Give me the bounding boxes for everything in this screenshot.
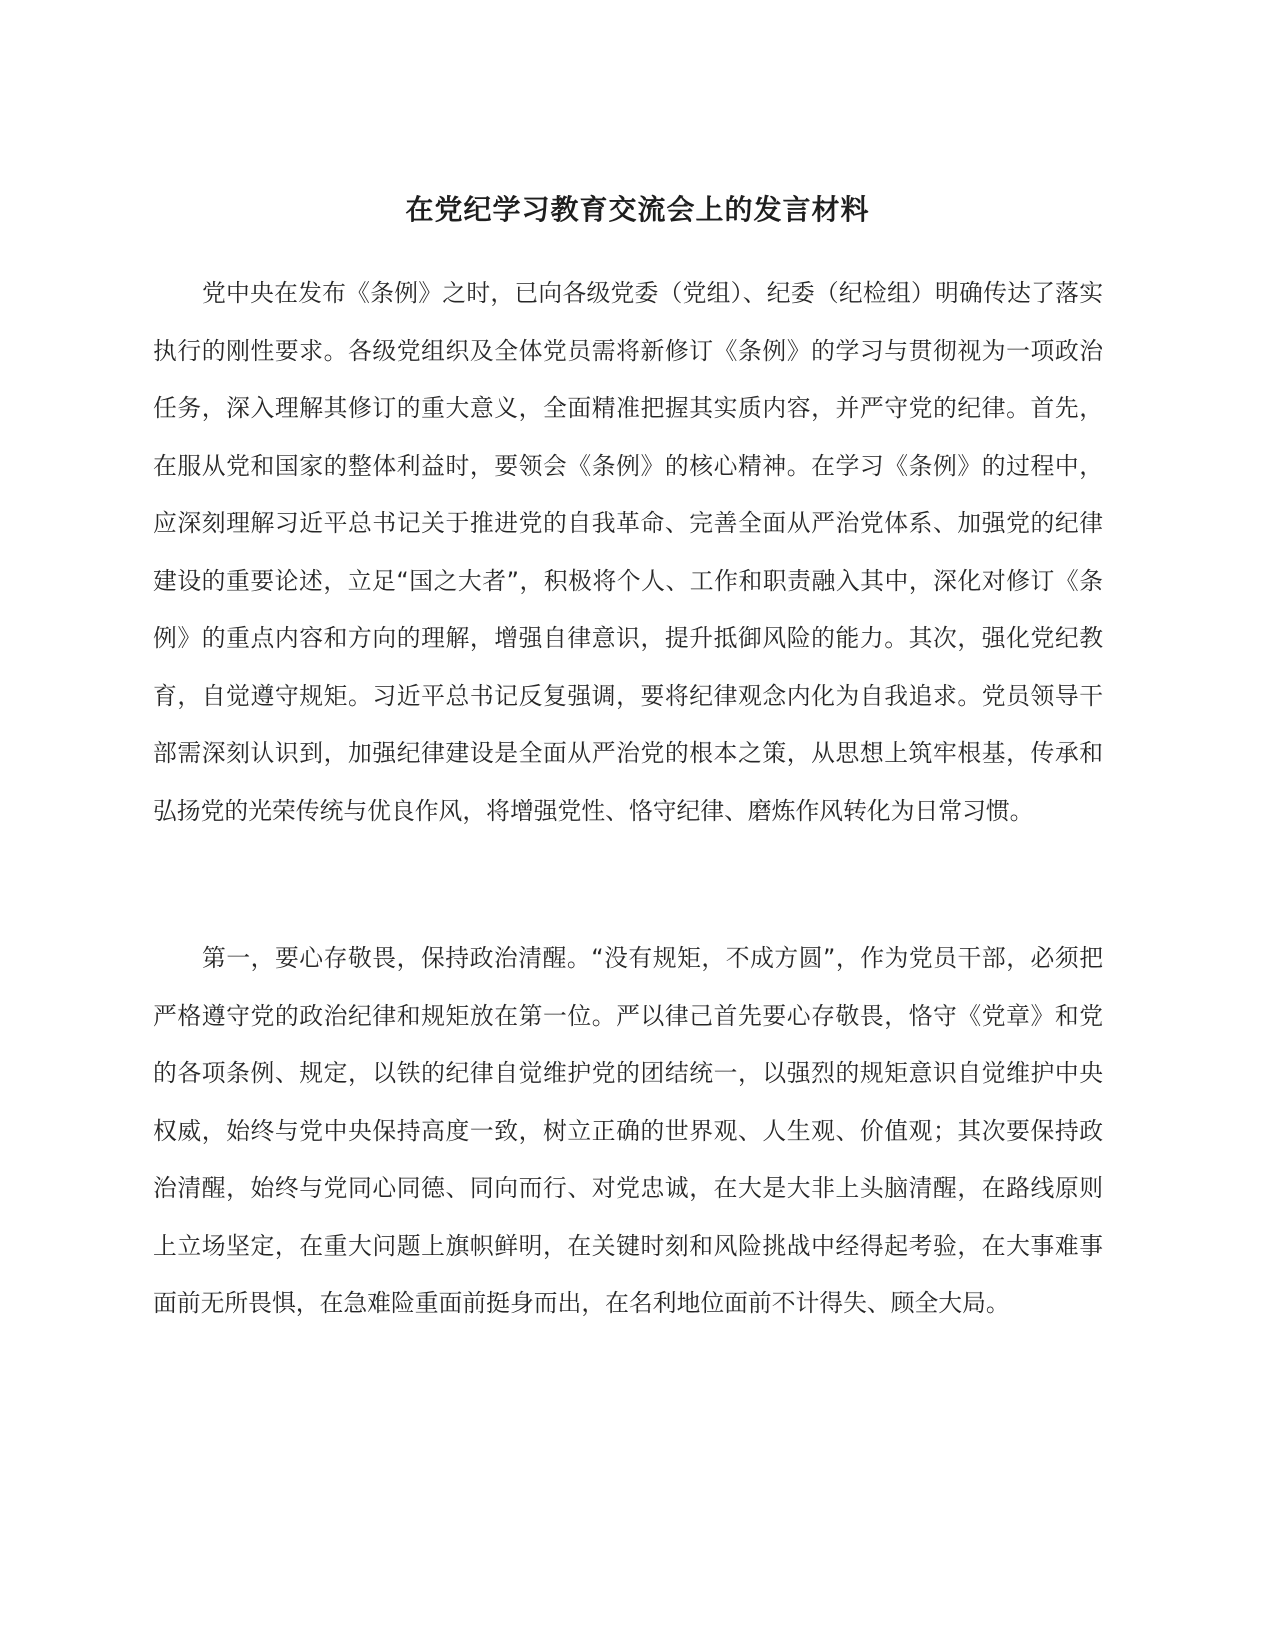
body-paragraph-1: 党中央在发布《条例》之时，已向各级党委（党组）、纪委（纪检组）明确传达了落实执行的刚性要求。各级党组织及全体党员需将新修订《条例》的学习与贯彻视为一项政治任务，深入理解其修订的重大意义，全面精准把握其实质内容，并严守党的纪律。首先，在服从党和国家的整体利益时，要领会《条例》的核心精神。在学习《条例》的过程中，应深刻理解习近平总书记关于推进党的自我革命、完善全面从严治党体系、加强党的纪律建设的重要论述，立足“国之大者”，积极将个人、工作和职责融入其中，深化对修订《条例》的重点内容和方向的理解，增强自律意识，提升抵御风险的能力。其次，强化党纪教育，自觉遵守规矩。习近平总书记反复强调，要将纪律观念内化为自我追求。党员领导干部需深刻认识到，加强纪律建设是全面从严治党的根本之策，从思想上筑牢根基，传承和弘扬党的光荣传统与优良作风，将增强党性、恪守纪律、磨炼作风转化为日常习惯。	[153, 279, 1103, 825]
body-paragraph-2: 第一，要心存敬畏，保持政治清醒。“没有规矩，不成方圆”，作为党员干部，必须把严格遵守党的政治纪律和规矩放在第一位。严以律己首先要心存敬畏，恪守《党章》和党的各项条例、规定，以铁的纪律自觉维护党的团结统一，以强烈的规矩意识自觉维护中央权威，始终与党中央保持高度一致，树立正确的世界观、人生观、价值观；其次要保持政治清醒，始终与党同心同德、同向而行、对党忠诚，在大是大非上头脑清醒，在路线原则上立场坚定，在重大问题上旗帜鲜明，在关键时刻和风险挑战中经得起考验，在大事难事面前无所畏惧，在急难险重面前挺身而出，在名利地位面前不计得失、顾全大局。	[153, 944, 1103, 1317]
document-title: 在党纪学习教育交流会上的发言材料	[405, 193, 870, 226]
